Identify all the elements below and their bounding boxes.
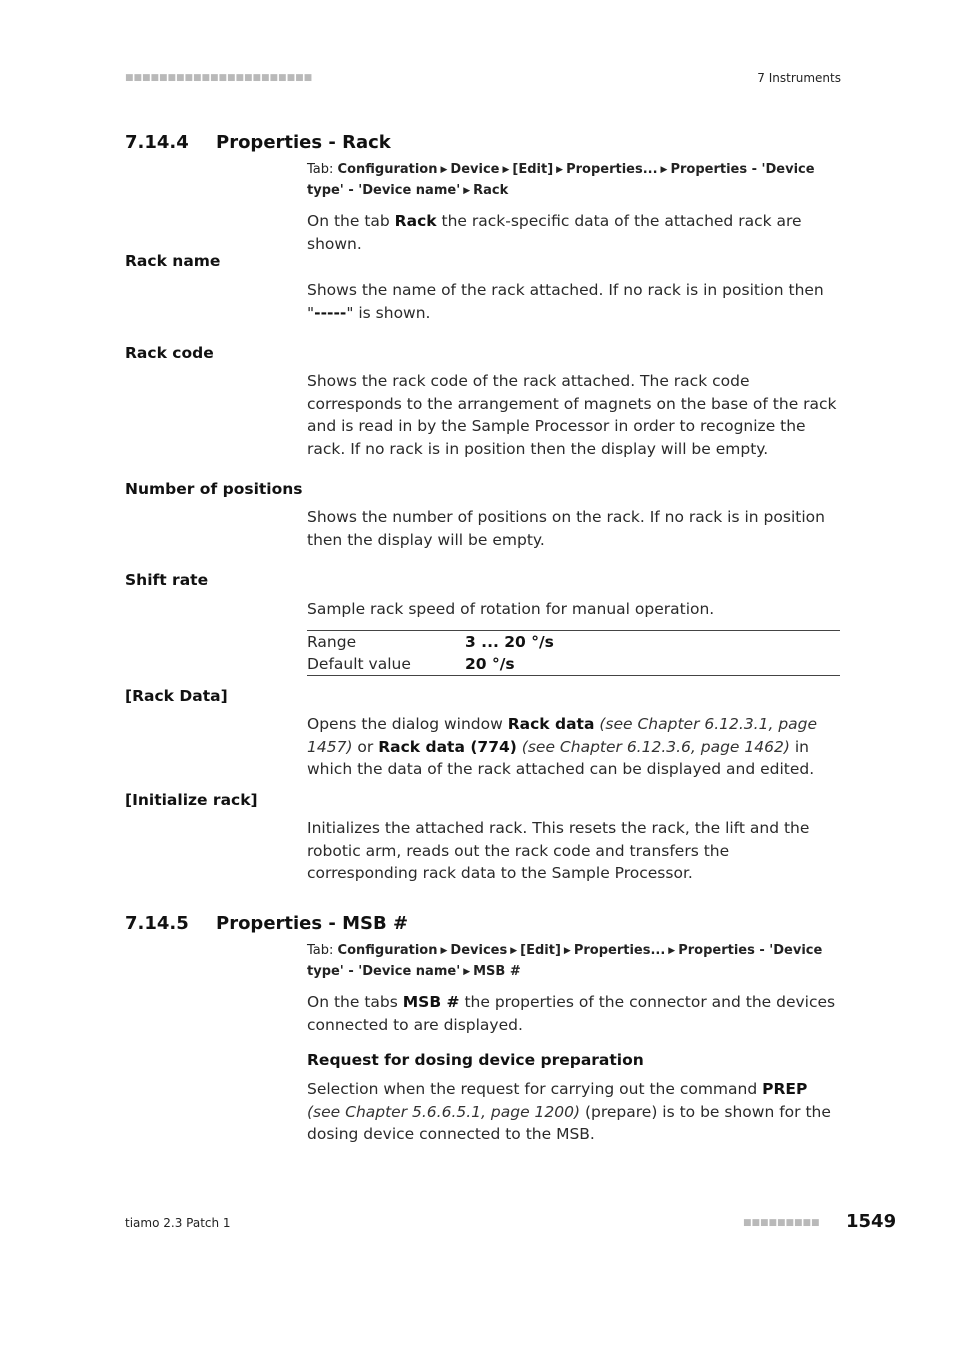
table-value: 3 ... 20 °/s (465, 633, 554, 651)
section-number: 7.14.4 (125, 132, 189, 153)
footer-product: tiamo 2.3 Patch 1 (125, 1216, 231, 1230)
tab-path-item: Configuration (337, 162, 438, 177)
table-key: Range (307, 633, 357, 651)
section-title: Properties - MSB # (216, 913, 409, 934)
tab-path-item: Properties... (573, 943, 666, 958)
desc-rack-code: Shows the rack code of the rack attached. The rack code corresponds to the arrangement of magnets on the base of the rack and is read in by the Sample Processor in order to recognize the rack. If no rack is in position then the display will be empty. (307, 372, 837, 458)
tab-path-item: Rack (473, 183, 509, 198)
page-number: 1549 (846, 1211, 897, 1232)
header-chapter: 7 Instruments (757, 71, 841, 85)
footer-decoration: ■■■■■■■■■ (743, 1218, 820, 1228)
tab-path (307, 160, 847, 202)
arrow-right-icon: ▶ (440, 946, 448, 956)
section-title: Properties - Rack (216, 132, 391, 153)
intro-paragraph: On the tabs MSB # the properties of the connector and the devices connected to are displayed. (307, 993, 836, 1034)
tab-path-item: Properties - 'Device type' - 'Device name' (307, 162, 815, 198)
tab-path-item: Configuration (337, 943, 438, 958)
tab-path (307, 941, 847, 983)
arrow-right-icon: ▶ (440, 165, 448, 175)
table-value: 20 °/s (465, 655, 515, 673)
section-number: 7.14.5 (125, 913, 189, 934)
shift-rate-table (307, 630, 840, 676)
arrow-right-icon: ▶ (463, 186, 471, 196)
cross-reference[interactable]: (see Chapter 6.12.3.1, page 1457) (307, 715, 818, 756)
tab-path-item: MSB # (473, 964, 521, 979)
arrow-right-icon: ▶ (463, 967, 471, 977)
cross-reference[interactable]: (see Chapter 5.6.6.5.1, page 1200) (307, 1102, 581, 1121)
arrow-right-icon: ▶ (556, 165, 564, 175)
arrow-right-icon: ▶ (668, 946, 676, 956)
table-row (307, 653, 840, 675)
term-rack-data-button: [Rack Data] (125, 687, 228, 705)
intro-paragraph: On the tab Rack the rack-specific data of the attached rack are shown. (307, 212, 802, 253)
term-shift-rate: Shift rate (125, 571, 209, 589)
arrow-right-icon: ▶ (660, 165, 668, 175)
tab-path-item: Properties - 'Device type' - 'Device name' (307, 943, 823, 979)
tab-path-item: [Edit] (512, 162, 554, 177)
section-heading (125, 913, 408, 934)
term-initialize-rack-button: [Initialize rack] (125, 791, 258, 809)
term-rack-name: Rack name (125, 252, 221, 270)
term-rack-code: Rack code (125, 344, 214, 362)
desc-shift-rate: Sample rack speed of rotation for manual operation. (307, 600, 715, 618)
tab-prefix: Tab: (307, 162, 334, 177)
term-number-of-positions: Number of positions (125, 480, 303, 498)
header-decoration: ■■■■■■■■■■■■■■■■■■■■■■ (125, 73, 313, 83)
tab-prefix: Tab: (307, 943, 334, 958)
arrow-right-icon: ▶ (563, 946, 571, 956)
tab-path-item: [Edit] (520, 943, 561, 958)
desc-rack-data-button: Opens the dialog window Rack data (see Chapter 6.12.3.1, page 1457) or Rack data (774) (see Chapter 6.12.3.6, page 1462) in which the data of the rack attached can be displayed and edited. (307, 715, 818, 778)
subheading: Request for dosing device preparation (307, 1051, 644, 1069)
desc-number-of-positions: Shows the number of positions on the rack. If no rack is in position then the display will be empty. (307, 508, 825, 549)
table-key: Default value (307, 655, 411, 673)
arrow-right-icon: ▶ (502, 165, 510, 175)
desc-initialize-rack-button: Initializes the attached rack. This resets the rack, the lift and the robotic arm, reads out the rack code and transfers the corresponding rack data to the Sample Processor. (307, 819, 810, 882)
tab-path-item: Devices (450, 943, 508, 958)
tab-path-item: Properties... (566, 162, 658, 177)
cross-reference[interactable]: (see Chapter 6.12.3.6, page 1462) (521, 737, 790, 756)
section-heading (125, 132, 391, 153)
tab-path-item: Device (450, 162, 500, 177)
desc-prep-request: Selection when the request for carrying out the command PREP (see Chapter 5.6.6.5.1, page 1200) (prepare) is to be shown for the dosing device connected to the MSB. (307, 1080, 831, 1143)
desc-rack-name: Shows the name of the rack attached. If no rack is in position then "-----" is shown. (307, 281, 824, 322)
arrow-right-icon: ▶ (510, 946, 518, 956)
table-row (307, 631, 840, 653)
